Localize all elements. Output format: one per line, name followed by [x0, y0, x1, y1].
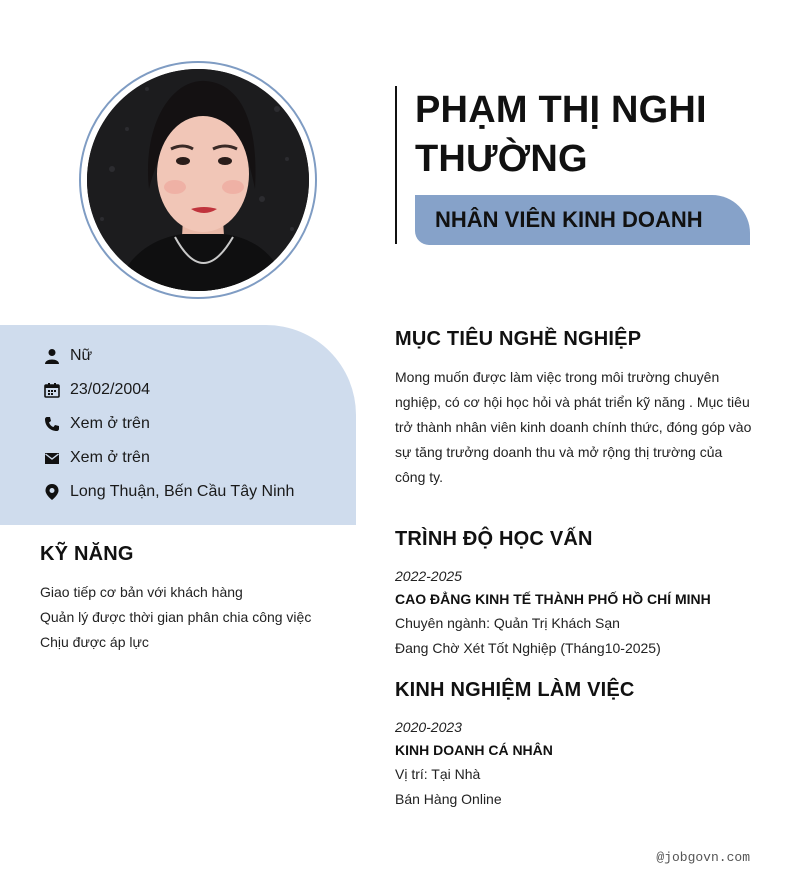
- person-icon: [42, 346, 62, 366]
- contact-phone-text: Xem ở trên: [70, 415, 150, 432]
- phone-icon: [42, 414, 62, 434]
- contact-birthdate-text: 23/02/2004: [70, 381, 151, 398]
- contact-email-text: Xem ở trên: [70, 449, 150, 466]
- skill-item: Quản lý được thời gian phân chia công việc: [40, 609, 312, 625]
- job-title-badge: [415, 195, 750, 245]
- candidate-name-line1: PHẠM THỊ NGHI: [415, 89, 707, 131]
- contact-address-text: Long Thuận, Bến Cầu Tây Ninh: [70, 483, 295, 500]
- experience-heading: KINH NGHIỆM LÀM VIỆC: [395, 679, 635, 701]
- objective-line: công ty.: [395, 469, 443, 485]
- calendar-icon: [42, 380, 62, 400]
- job-title: NHÂN VIÊN KINH DOANH: [435, 207, 703, 232]
- candidate-name: [415, 86, 755, 184]
- experience-description: Bán Hàng Online: [395, 791, 502, 807]
- candidate-name-line2: THƯỜNG: [415, 138, 588, 180]
- objective-line: sự tăng trưởng doanh thu và mở rộng thị trường của: [395, 444, 723, 460]
- contact-gender: [42, 345, 92, 367]
- experience-position: Vị trí: Tại Nhà: [395, 766, 481, 782]
- contact-email: [42, 447, 150, 469]
- contact-gender-text: Nữ: [70, 347, 93, 364]
- avatar-photo: [87, 69, 309, 291]
- watermark: @jobgovn.com: [656, 850, 750, 865]
- education-heading: TRÌNH ĐỘ HỌC VẤN: [395, 528, 593, 550]
- education-major: Chuyên ngành: Quản Trị Khách Sạn: [395, 615, 620, 631]
- contact-address: [42, 481, 294, 503]
- objective-text: [395, 365, 755, 490]
- name-divider: [395, 86, 397, 244]
- contact-phone: [42, 413, 150, 435]
- objective-line: Mong muốn được làm việc trong môi trường chuyên: [395, 369, 720, 385]
- mail-icon: [42, 448, 62, 468]
- experience-period: 2020-2023: [395, 719, 462, 735]
- objective-heading: MỤC TIÊU NGHỀ NGHIỆP: [395, 328, 642, 350]
- education-status: Đang Chờ Xét Tốt Nghiệp (Tháng10-2025): [395, 640, 661, 656]
- objective-line: nghiệp, có cơ hội học hỏi và phát triển kỹ năng . Mục tiêu: [395, 394, 750, 410]
- contact-birthdate: [42, 379, 150, 401]
- objective-line: trở thành nhân viên kinh doanh chính thức, đóng góp vào: [395, 419, 752, 435]
- education-school: CAO ĐẲNG KINH TẾ THÀNH PHỐ HỒ CHÍ MINH: [395, 591, 711, 607]
- skill-item: Giao tiếp cơ bản với khách hàng: [40, 584, 243, 600]
- skill-item: Chịu được áp lực: [40, 634, 149, 650]
- avatar: [87, 69, 309, 291]
- education-period: 2022-2025: [395, 568, 462, 584]
- location-pin-icon: [42, 482, 62, 502]
- experience-company: KINH DOANH CÁ NHÂN: [395, 742, 553, 758]
- skills-heading: KỸ NĂNG: [40, 543, 134, 565]
